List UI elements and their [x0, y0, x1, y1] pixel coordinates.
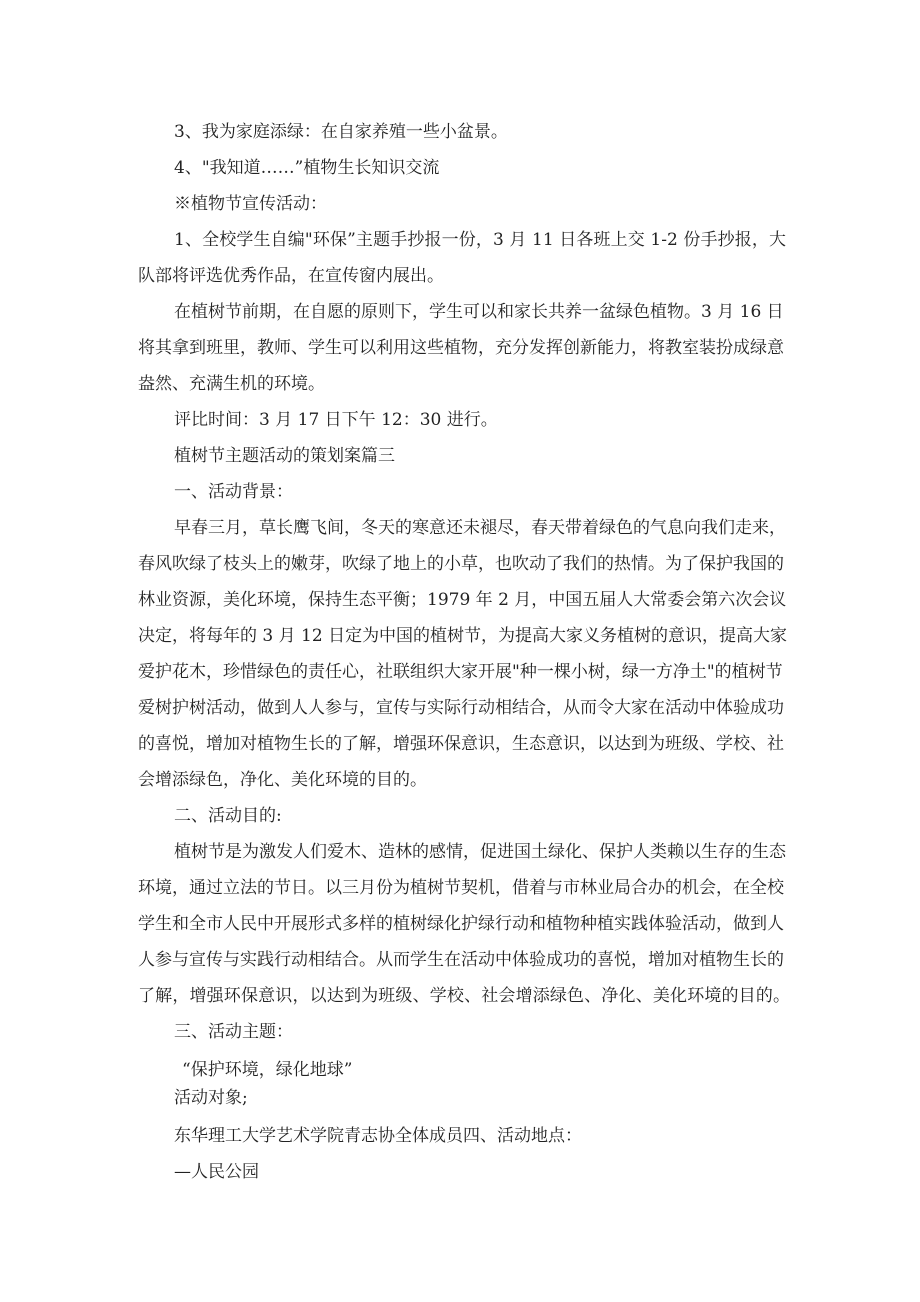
text-line: 活动对象;: [174, 1088, 248, 1108]
section-heading: 一、活动背景：: [174, 482, 293, 502]
text-line: 评比时间：3 月 17 日下午 12：30 进行。: [174, 410, 498, 430]
text-line: 林业资源，美化环境，保持生态平衡；1979 年 2 月，中国五届人大常委会第六次会议: [138, 590, 787, 610]
text-line: 春风吹绿了枝头上的嫩芽，吹绿了地上的小草，也吹动了我们的热情。为了保护我国的: [138, 554, 784, 574]
text-line: 决定，将每年的 3 月 12 日定为中国的植树节，为提高大家义务植树的意识，提高大家: [138, 626, 788, 646]
text-line: 植树节是为激发人们爱木、造林的感情，促进国土绿化、保护人类赖以生存的生态: [174, 842, 786, 862]
text-line: 队部将评选优秀作品，在宣传窗内展出。: [138, 266, 444, 286]
section-heading: 二、活动目的:: [174, 806, 282, 826]
document-title: 植树节主题活动的策划案篇三: [174, 446, 395, 466]
text-line: 4、"我知道……”植物生长知识交流: [174, 158, 440, 178]
text-line: 1、全校学生自编"环保”主题手抄报一份，3 月 11 日各班上交 1-2 份手抄报，大: [174, 230, 786, 250]
text-line: 东华理工大学艺术学院青志协全体成员四、活动地点：: [174, 1126, 582, 1146]
text-line: 爱树护树活动，做到人人参与，宣传与实际行动相结合，从而令大家在活动中体验成功: [138, 698, 784, 718]
text-line: 环境，通过立法的节日。以三月份为植树节契机，借着与市林业局合办的机会，在全校: [138, 878, 784, 898]
text-line: 爱护花木，珍惜绿色的责任心，社联组织大家开展"种一棵小树，绿一方净土"的植树节: [138, 662, 783, 682]
text-line: 盎然、充满生机的环境。: [138, 374, 325, 394]
theme-slogan: “保护环境，绿化地球”: [182, 1060, 353, 1080]
section-heading: 三、活动主题：: [174, 1022, 293, 1042]
text-line: 会增添绿色，净化、美化环境的目的。: [138, 770, 427, 790]
text-line: 学生和全市人民中开展形式多样的植树绿化护绿行动和植物种植实践体验活动，做到人: [138, 914, 784, 934]
text-line: 的喜悦，增加对植物生长的了解，增强环保意识，生态意识，以达到为班级、学校、社: [138, 734, 784, 754]
text-line: 3、我为家庭添绿：在自家养殖一些小盆景。: [174, 122, 508, 142]
text-line: 将其拿到班里，教师、学生可以利用这些植物，充分发挥创新能力，将教室装扮成绿意: [138, 338, 784, 358]
section-heading: ※植物节宣传活动：: [174, 194, 327, 214]
text-line: 早春三月，草长鹰飞间，冬天的寒意还未褪尽，春天带着绿色的气息向我们走来，: [174, 518, 786, 538]
text-line: 了解，增强环保意识，以达到为班级、学校、社会增添绿色、净化、美化环境的目的。: [138, 986, 790, 1006]
text-line: 人参与宣传与实践行动相结合。从而学生在活动中体验成功的喜悦，增加对植物生长的: [138, 950, 784, 970]
text-line: —人民公园: [174, 1162, 259, 1182]
text-line: 在植树节前期，在自愿的原则下，学生可以和家长共养一盆绿色植物。3 月 16 日: [174, 302, 784, 322]
